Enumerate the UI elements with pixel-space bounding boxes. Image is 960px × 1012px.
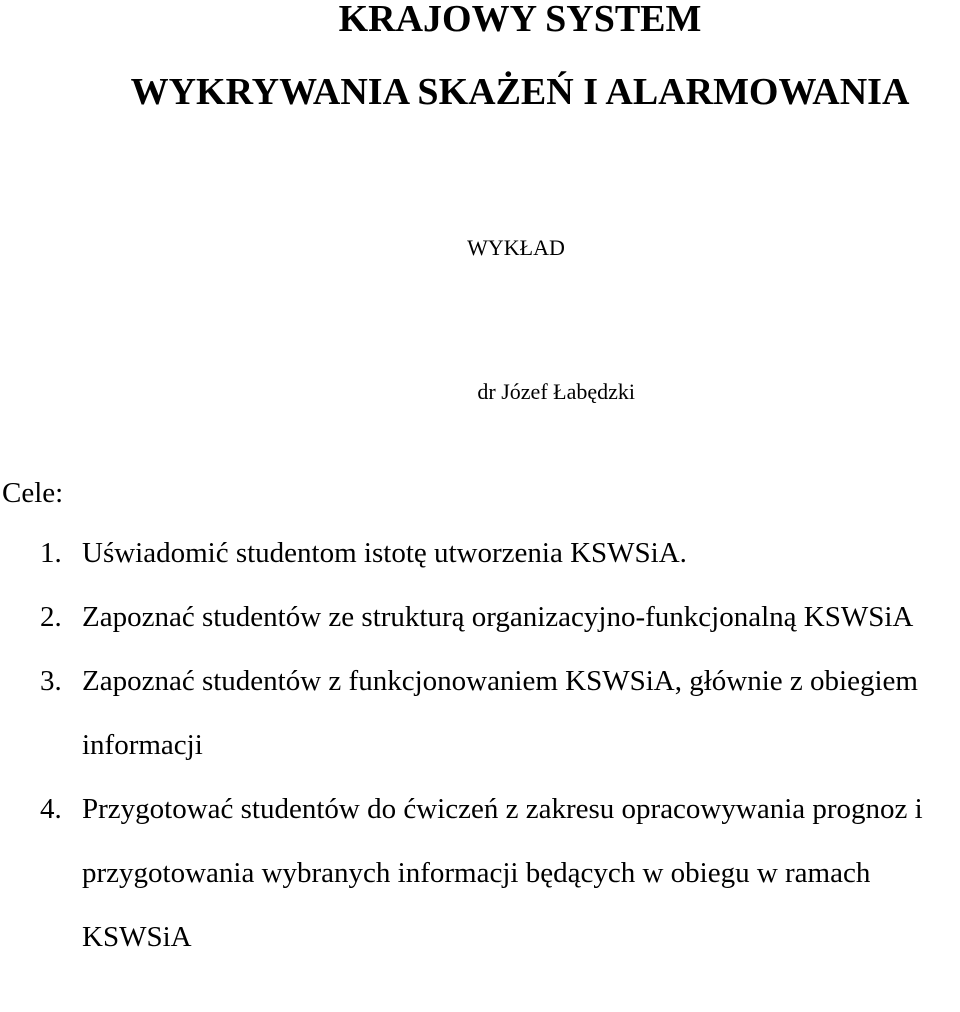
goal-item — [0, 649, 960, 777]
goal-number: 1. — [40, 537, 62, 569]
goal-item — [0, 585, 960, 649]
goal-item — [0, 521, 960, 585]
goal-number: 2. — [40, 601, 62, 633]
goal-text: Zapoznać studentów z funkcjonowaniem KSWSiA, głównie z obiegiem informacji — [82, 665, 918, 761]
goal-number: 3. — [40, 665, 62, 697]
document-title-line-2: WYKRYWANIA SKAŻEŃ I ALARMOWANIA — [130, 71, 910, 113]
lecture-label: WYKŁAD — [467, 235, 565, 260]
goal-text: Uświadomić studentom istotę utworzenia KSWSiA. — [82, 537, 687, 569]
goal-text: Zapoznać studentów ze strukturą organizacyjno-funkcjonalną KSWSiA — [82, 601, 914, 633]
goals-heading: Cele: — [2, 477, 64, 509]
author-name: dr Józef Łabędzki — [477, 379, 635, 404]
goal-item — [0, 777, 960, 969]
goal-number: 4. — [40, 793, 62, 825]
document-title-line-1: KRAJOWY SYSTEM — [338, 0, 702, 40]
goal-text: Przygotować studentów do ćwiczeń z zakresu opracowywania prognoz i przygotowania wybranych informacji będących w obiegu w ramach KSWSiA — [82, 793, 923, 953]
goals-list — [0, 530, 960, 969]
